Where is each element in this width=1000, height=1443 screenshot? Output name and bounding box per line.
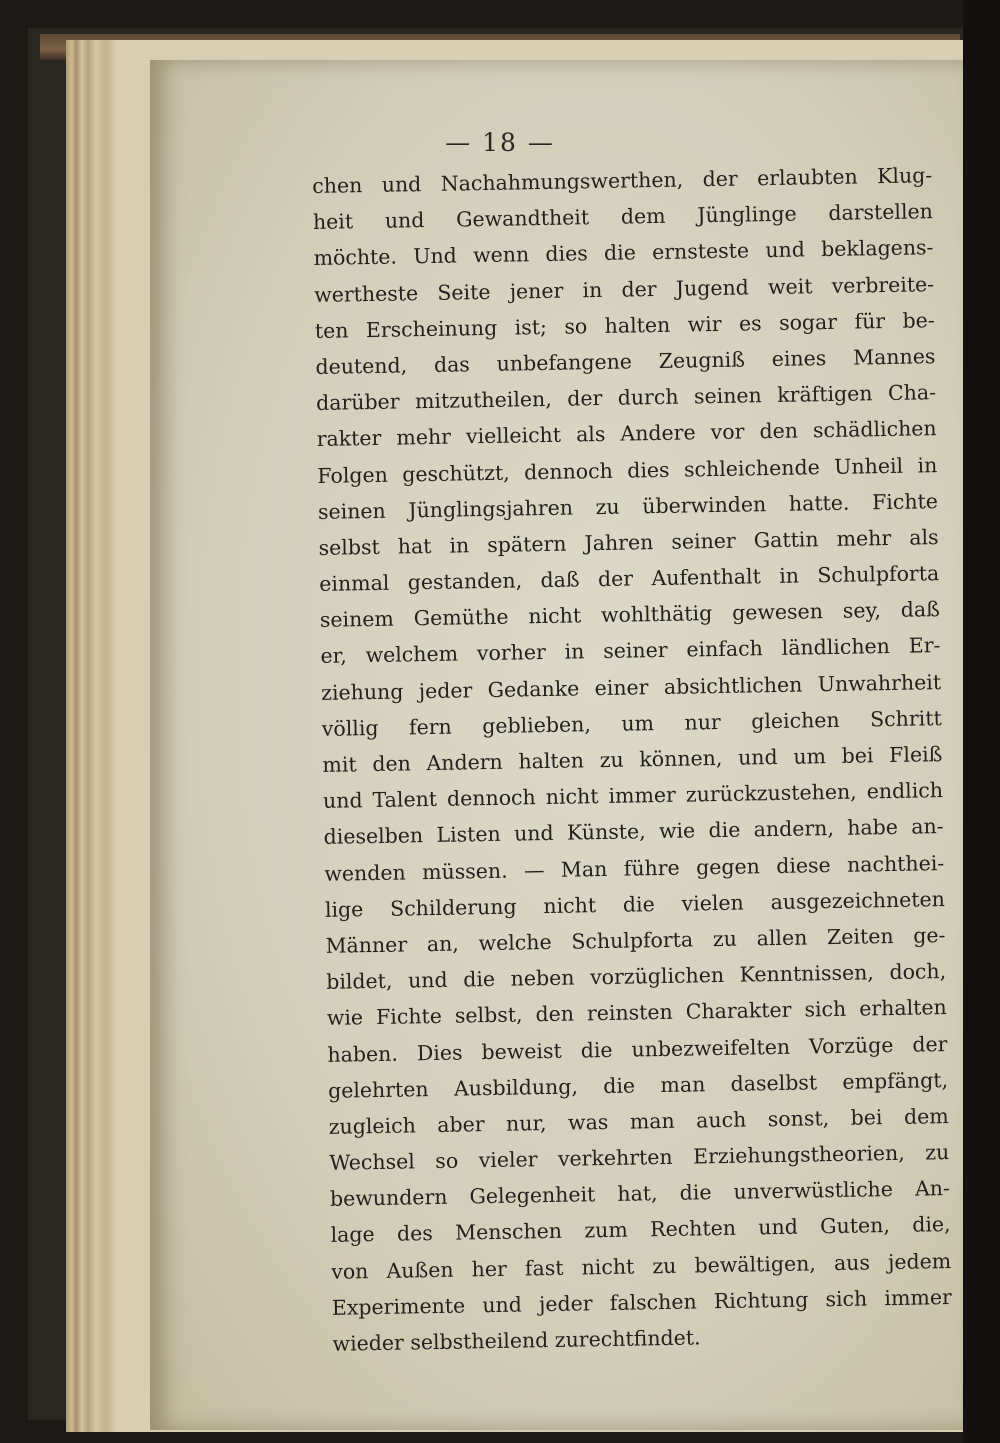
text-line: haben. Dies beweist die unbezweifelten Vorzüge der xyxy=(327,1031,948,1067)
page-number: — 18 — xyxy=(445,128,555,157)
text-line: wertheste Seite jener in der Jugend weit verbreite- xyxy=(313,271,935,307)
text-line: Folgen geschützt, dennoch dies schleichende Unheil in xyxy=(317,452,938,488)
text-line: Experimente und jeder falschen Richtung sich immer xyxy=(331,1284,953,1320)
text-line: dieselben Listen und Künste, wie die andern, habe an- xyxy=(323,814,944,850)
text-line: darüber mitzutheilen, der durch seinen kräftigen Cha- xyxy=(315,380,937,416)
text-line: ten Erscheinung ist; so halten wir es sogar für be- xyxy=(314,307,935,343)
text-line: lige Schilderung nicht die vielen ausgezeichneten xyxy=(324,886,946,922)
text-line: bildet, und die neben vorzüglichen Kenntnissen, doch, xyxy=(325,959,947,994)
text-line: lage des Menschen zum Rechten und Guten, die, xyxy=(330,1212,951,1248)
text-line: wie Fichte selbst, den reinsten Charakter sich erhalten xyxy=(326,995,947,1031)
text-line: seinen Jünglingsjahren zu überwinden hatte. Fichte xyxy=(317,488,939,524)
text-line: gelehrten Ausbildung, die man daselbst empfängt, xyxy=(327,1067,949,1103)
text-line: chen und Nachahmungswerthen, der erlaubten Klug- xyxy=(312,163,933,198)
text-line: heit und Gewandtheit dem Jünglinge darstellen xyxy=(312,199,934,235)
text-line: ziehung jeder Gedanke einer absichtlichen Unwahrheit xyxy=(320,669,942,705)
text-line: er, welchem vorher in seiner einfach ländlichen Er- xyxy=(320,633,941,669)
text-line: einmal gestanden, daß der Aufenthalt in Schulpforta xyxy=(319,561,940,596)
text-line: zugleich aber nur, was man auch sonst, bei dem xyxy=(328,1103,949,1139)
text-line: wieder selbstheilend zurechtfindet. xyxy=(332,1325,701,1356)
text-line: von Außen her fast nicht zu bewältigen, aus jedem xyxy=(331,1248,952,1284)
text-line: und Talent dennoch nicht immer zurückzustehen, endlich xyxy=(322,778,944,814)
text-line: wenden müssen. — Man führe gegen diese nachthei- xyxy=(324,850,945,886)
text-line: bewundern Gelegenheit hat, die unverwüstliche An- xyxy=(329,1176,951,1212)
text-line: möchte. Und wenn dies die ernsteste und beklagens- xyxy=(313,235,934,271)
text-line: Männer an, welche Schulpforta zu allen Zeiten ge- xyxy=(325,923,946,958)
text-line: mit den Andern halten zu können, und um bei Fleiß xyxy=(322,742,943,777)
background-edge xyxy=(963,0,1000,1443)
text-line: seinem Gemüthe nicht wohlthätig gewesen sey, daß xyxy=(319,597,941,633)
body-text xyxy=(312,157,953,1362)
text-line: Wechsel so vieler verkehrten Erziehungstheorien, zu xyxy=(329,1140,950,1175)
text-line: rakter mehr vielleicht als Andere vor den schädlichen xyxy=(316,416,937,452)
text-line: deutend, das unbefangene Zeugniß eines Mannes xyxy=(315,344,936,379)
text-line: selbst hat in spätern Jahren seiner Gattin mehr als xyxy=(318,524,939,560)
text-line: völlig fern geblieben, um nur gleichen Schritt xyxy=(321,705,942,741)
